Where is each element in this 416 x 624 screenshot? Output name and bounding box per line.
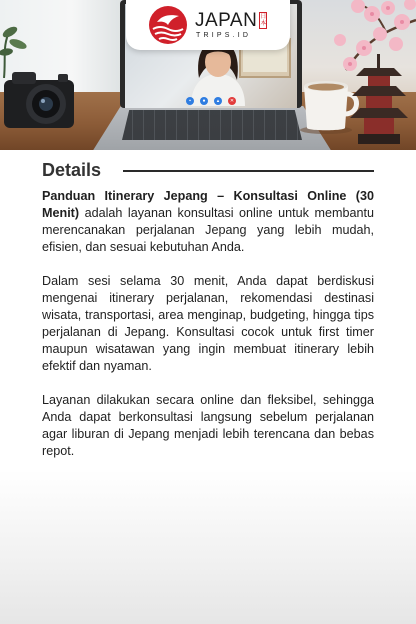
mic-icon: ● bbox=[200, 97, 208, 105]
details-paragraph-2: Dalam sesi selama 30 menit, Anda dapat berdiskusi mengenai itinerary perjalanan, rekomendasi destinasi wisata, transportasi, area menginap, budgeting, hingga tips perjalanan di Jepang. Konsultasi cocok untuk first timer maupun wisatawan yang ingin membuat itinerary lebih efektif dan nyaman. bbox=[42, 274, 374, 373]
details-paragraph-3: Layanan dilakukan secara online dan fleksibel, sehingga Anda dapat berkonsultasi langsung sebelum perjalanan agar liburan di Jepang menjadi lebih terencana dan bebas repot. bbox=[42, 393, 374, 458]
details-title: Details bbox=[42, 160, 102, 180]
details-header bbox=[42, 160, 374, 180]
pagoda-decoration bbox=[350, 54, 408, 146]
intro-text: adalah layanan konsultasi online untuk membantu merencanakan perjalanan Jepang yang lebih mudah, efisien, dan sesuai kebutuhan Anda. bbox=[42, 206, 374, 254]
end-call-icon: ✕ bbox=[229, 97, 235, 104]
brand-subtext: TRIPS.ID bbox=[196, 31, 252, 39]
brand-text bbox=[195, 11, 267, 40]
details-content bbox=[42, 188, 374, 477]
camera-icon: ▪ bbox=[186, 97, 194, 105]
screen-share-icon: ▴ bbox=[214, 97, 222, 105]
details-paragraph-1 bbox=[42, 188, 374, 256]
camera-icon bbox=[2, 66, 80, 134]
details-divider bbox=[123, 170, 374, 172]
brand-emblem-icon bbox=[148, 5, 188, 45]
laptop-keyboard bbox=[122, 110, 302, 140]
brand-logo[interactable] bbox=[126, 0, 290, 50]
bottom-fade bbox=[0, 470, 416, 624]
brand-wordmark: JAPAN bbox=[195, 9, 258, 31]
product-title: Panduan Itinerary Jepang – Konsultasi Online (30 Menit) bbox=[42, 189, 374, 220]
brand-kanji: 日本 bbox=[260, 12, 267, 27]
call-controls bbox=[186, 97, 236, 105]
